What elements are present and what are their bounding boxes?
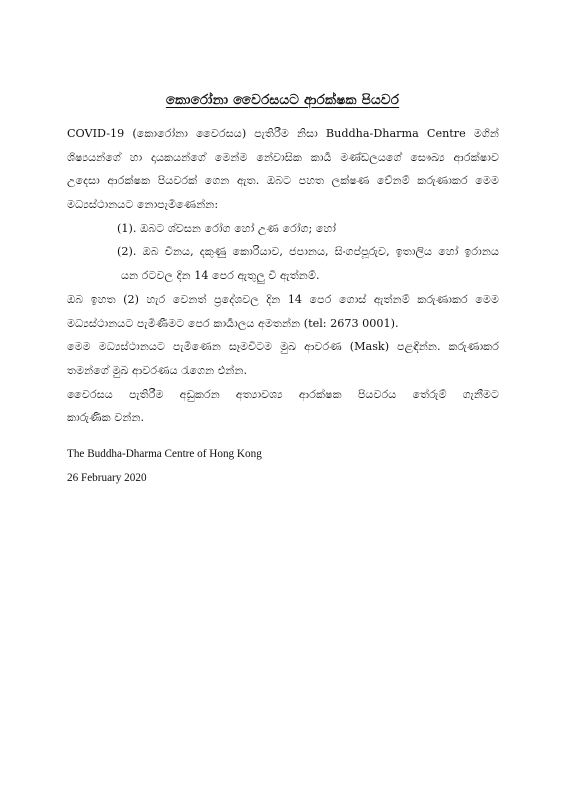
body-line-9: මධ්‍යස්ථානයට පැමිණීමට පෙර කාර්‍යාලය අමතන්න (tel: 2673 0001). (67, 316, 399, 330)
body-line-10: මෙම මධ්‍යස්ථානයට පැමිණෙන සෑමවිටම මුඛ ආවරණ (Mask) පළඳින්න. කරුණාකර (67, 340, 499, 354)
condition-item-2: (2). ඔබ චීනය, දකුණු කොරියාව, ජපානය, සිංගප්පූරුව, ඉතාලිය හෝ ඉරානය (117, 245, 499, 259)
body-line-3: උදෙසා ආරක්ෂක පියවරක් ගෙන ඇත. ඔබට පහත ලක්ෂණ වේනම් කරුණාකර මෙම (67, 174, 499, 188)
body-line-13: කාරුණික වන්න. (67, 411, 145, 425)
signature-date: 26 February 2020 (67, 471, 147, 484)
condition-item-2-cont: යන රටවල දින 14 පෙර ඇතුලු වී ඇත්නම්. (121, 269, 320, 283)
body-line-8: ඔබ ඉහත (2) හැර වෙනත් ප්‍රදේශවල දින 14 පෙර ගොස් ඇත්නම් කරුණාකර මෙම (67, 292, 499, 306)
page-title-text: කොරෝනා වෛරසයට ආරක්ෂක පියවර (165, 92, 400, 108)
body-line-2: ශිෂ්‍යයන්ගේ හා දායකයන්ගේ මෙන්ම නේවාසික කාර්‍ය මණ්ඩලයගේ සෞඛ්‍ය ආරක්ෂාව (67, 150, 499, 164)
page-title (0, 92, 565, 108)
body-line-12: වෛරසය පැතිරීම අඩුකරන අත්‍යාවශ්‍ය ආරක්ෂක පියවරය තේරුම් ගැනීමට (67, 387, 499, 401)
body-line-4: මධ්‍යස්ථානයට නොපැමිණෙන්න: (67, 198, 219, 212)
condition-item-1: (1). ඔබට ශ්වසන රෝග හෝ උණ රෝග; හෝ (117, 221, 336, 235)
signature-block (67, 443, 262, 490)
body-line-1: COVID-19 (කොරෝනා වෛරසය) පැතිරීම නිසා Buddha-Dharma Centre මගින් (67, 127, 499, 140)
notice-body (67, 122, 499, 430)
signature-organization: The Buddha-Dharma Centre of Hong Kong (67, 448, 262, 460)
body-line-11: තමන්ගේ මුඛ ආවරණය රැගෙන එන්න. (67, 363, 248, 377)
